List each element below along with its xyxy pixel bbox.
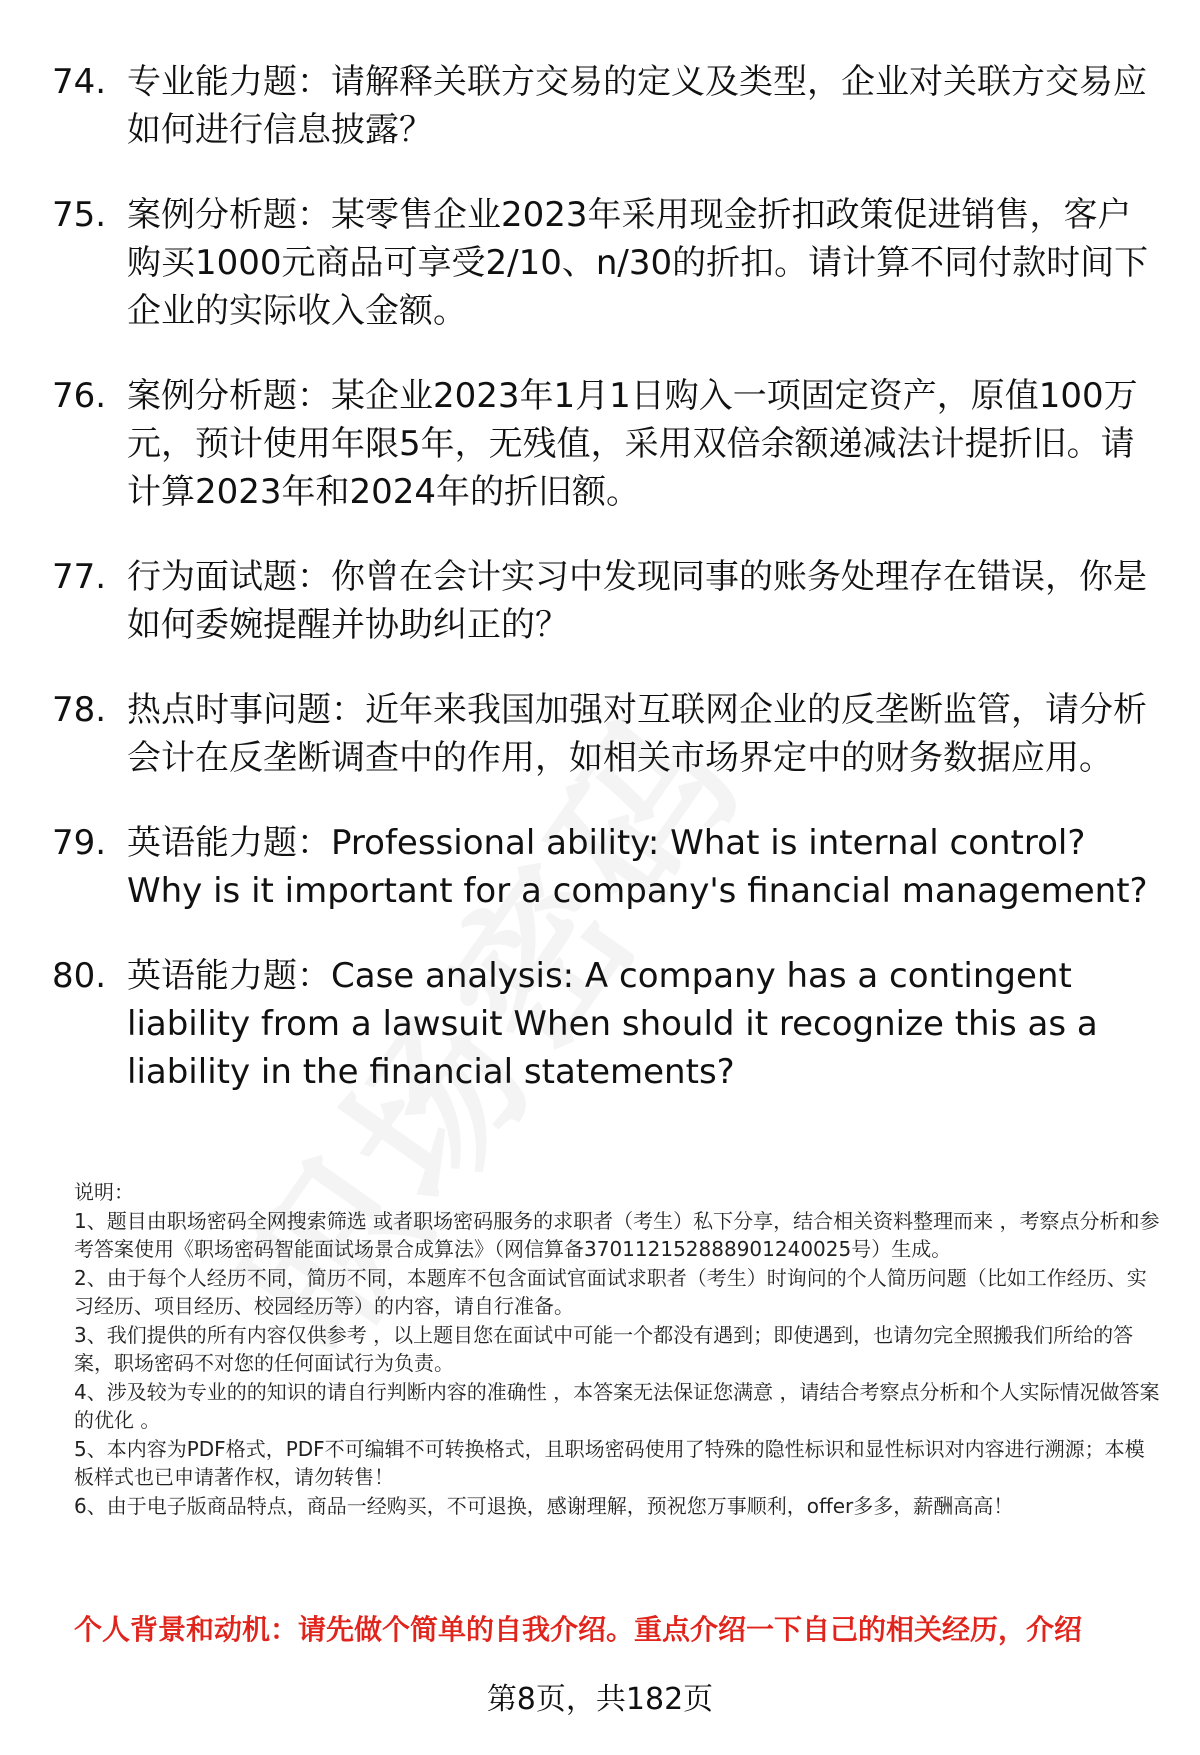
question-text: 案例分析题：某零售企业2023年采用现金折扣政策促进销售，客户购买1000元商品可享受2/10、n/30的折扣。请计算不同付款时间下企业的实际收入金额。 [127,195,1149,331]
note-item: 3、我们提供的所有内容仅供参考 ，以上题目您在面试中可能一个都没有遇到；即使遇到，也请勿完全照搬我们所给的答案，职场密码不对您的任何面试行为负责。 [74,1322,1134,1375]
note-item: 1、题目由职场密码全网搜索筛选 或者职场密码服务的求职者（考生）私下分享，结合相关资料整理而来 ，考察点分析和参考答案使用《职场密码智能面试场景合成算法》（网信算备370112152888901240025号）生成。 [74,1208,1160,1261]
question-number: 76. [52,376,107,416]
question-item [52,686,1162,782]
question-number: 77. [52,557,107,597]
page-indicator: 第8页，共182页 [486,1682,714,1717]
question-item [52,191,1162,335]
note-item: 4、涉及较为专业的的知识的请自行判断内容的准确性 ，本答案无法保证您满意 ，请结合考察点分析和个人实际情况做答案的优化 。 [74,1379,1160,1432]
question-item [52,952,1162,1096]
question-number: 78. [52,690,107,730]
highlight-question: 个人背景和动机：请先做个简单的自我介绍。重点介绍一下自己的相关经历，介绍 [74,1613,1083,1646]
question-number: 79. [52,823,107,863]
question-item [52,819,1162,915]
question-number: 75. [52,195,107,235]
question-list [52,58,1162,1133]
note-item: 2、由于每个人经历不同，简历不同，本题库不包含面试官面试求职者（考生）时询问的个人简历问题（比如工作经历、实习经历、项目经历、校园经历等）的内容，请自行准备。 [74,1265,1147,1318]
question-item [52,553,1162,649]
question-text: 案例分析题：某企业2023年1月1日购入一项固定资产，原值100万元，预计使用年限5年，无残值，采用双倍余额递减法计提折旧。请计算2023年和2024年的折旧额。 [127,376,1138,512]
question-text: 行为面试题：你曾在会计实习中发现同事的账务处理存在错误，你是如何委婉提醒并协助纠正的？ [127,557,1147,645]
question-number: 80. [52,956,107,996]
question-text: 热点时事问题：近年来我国加强对互联网企业的反垄断监管，请分析会计在反垄断调查中的作用，如相关市场界定中的财务数据应用。 [127,690,1147,778]
question-item [52,372,1162,516]
question-text: 英语能力题：Professional ability: What is internal control? Why is it important for a company's financial management? [127,823,1148,911]
notes-title: 说明： [74,1180,134,1204]
note-item: 6、由于电子版商品特点，商品一经购买，不可退换，感谢理解，预祝您万事顺利，offer多多，薪酬高高！ [74,1493,1014,1518]
question-text: 英语能力题：Case analysis: A company has a contingent liability from a lawsuit When should it recognize this as a liability in the financial statements? [127,956,1098,1092]
notes-section [74,1178,1164,1520]
question-text: 专业能力题：请解释关联方交易的定义及类型，企业对关联方交易应如何进行信息披露？ [127,62,1147,150]
question-item [52,58,1162,154]
question-number: 74. [52,62,107,102]
note-item: 5、本内容为PDF格式，PDF不可编辑不可转换格式，且职场密码使用了特殊的隐性标识和显性标识对内容进行溯源；本模板样式也已申请著作权，请勿转售！ [74,1436,1145,1489]
